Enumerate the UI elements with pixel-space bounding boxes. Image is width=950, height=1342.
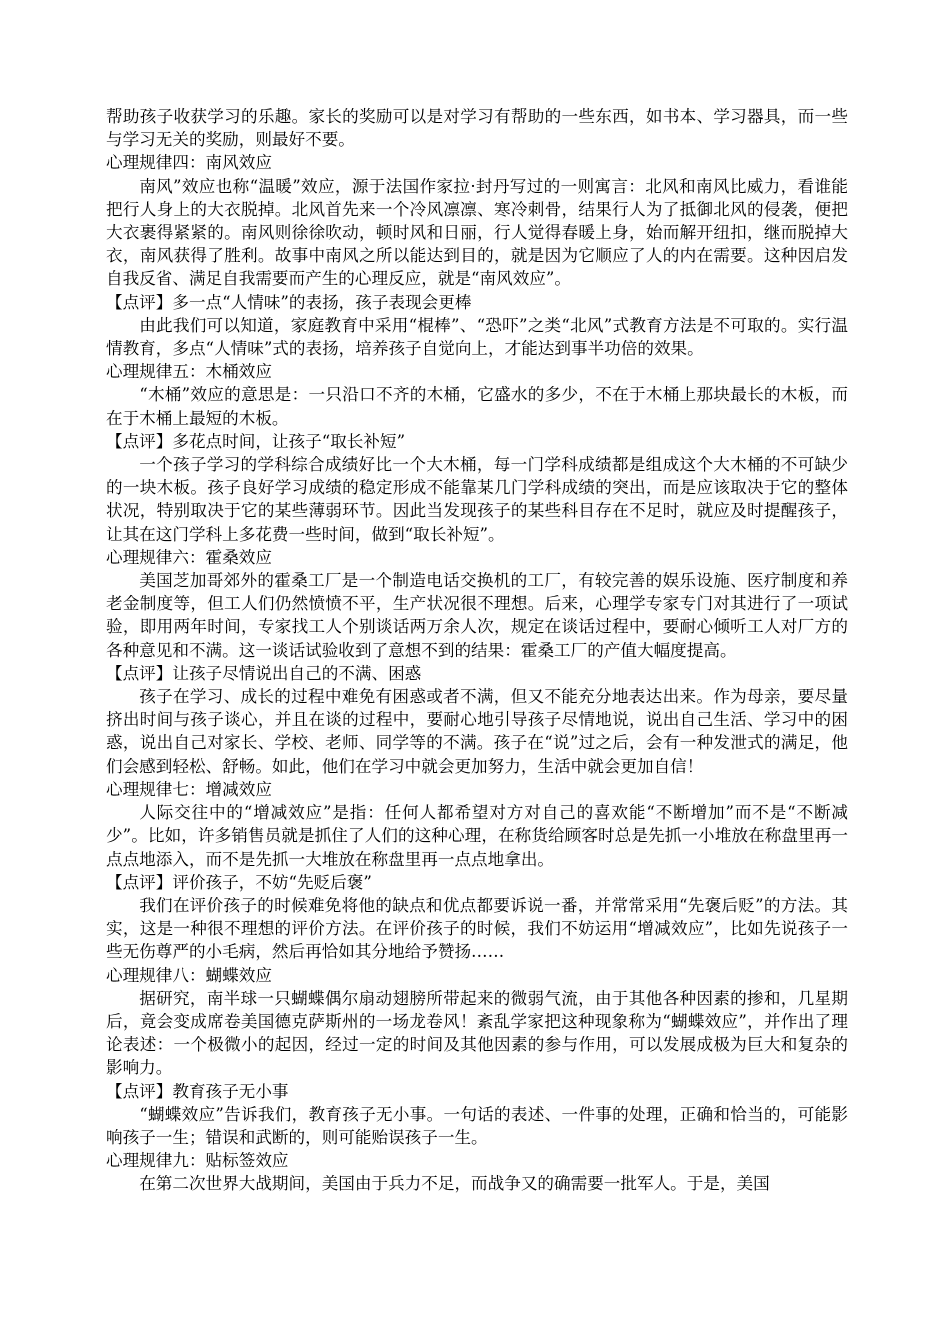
comment-heading: 【点评】评价孩子，不妨“先贬后褒” [106, 872, 372, 892]
section-heading: 心理规律五：木桶效应 [106, 362, 272, 382]
body-paragraph: 在第二次世界大战期间，美国由于兵力不足，而战争又的确需要一批军人。于是，美国 [139, 1174, 770, 1194]
body-paragraph: 由此我们可以知道，家庭教育中采用“棍棒”、“恐吓”之类“北风”式教育方法是不可取的。实行温情教育，多点“人情味”式的表扬，培养孩子自觉向上，才能达到事半功倍的效果。 [106, 315, 848, 359]
body-paragraph: 帮助孩子收获学习的乐趣。家长的奖励可以是对学习有帮助的一些东西，如书本、学习器具，而一些与学习无关的奖励，则最好不要。 [106, 107, 848, 150]
comment-heading: 【点评】让孩子尽情说出自己的不满、困惑 [106, 663, 422, 683]
body-paragraph: 美国芝加哥郊外的霍桑工厂是一个制造电话交换机的工厂，有较完善的娱乐设施、医疗制度和养老金制度等，但工人们仍然愤愤不平，生产状况很不理想。后来，心理学专家专门对其进行了一项试验，即用两年时间，专家找工人个别谈话两万余人次，规定在谈话过程中，要耐心倾听工人对厂方的各种意见和不满。这一谈话试验收到了意想不到的结果：霍桑工厂的产值大幅度提高。 [106, 571, 848, 660]
body-paragraph: “木桶”效应的意思是：一只沿口不齐的木桶，它盛水的多少，不在于木桶上那块最长的木板，而在于木桶上最短的木板。 [106, 385, 848, 428]
body-paragraph: 我们在评价孩子的时候难免将他的缺点和优点都要诉说一番，并常常采用“先褒后贬”的方法。其实，这是一种很不理想的评价方法。在评价孩子的时候，我们不妨运用“增减效应”，比如先说孩子一些无伤尊严的小毛病，然后再恰如其分地给予赞扬…… [106, 895, 848, 962]
section-heading: 心理规律六：霍桑效应 [106, 547, 272, 567]
section-heading: 心理规律八：蝴蝶效应 [106, 965, 272, 985]
document-page [106, 105, 848, 1196]
comment-heading: 【点评】多花点时间，让孩子“取长补短” [106, 431, 406, 451]
section-heading: 心理规律九：贴标签效应 [106, 1151, 289, 1171]
body-paragraph: 据研究，南半球一只蝴蝶偶尔扇动翅膀所带起来的微弱气流，由于其他各种因素的掺和，几星期后，竟会变成席卷美国德克萨斯州的一场龙卷风！紊乱学家把这种现象称为“蝴蝶效应”，并作出了理论表述：一个极微小的起因，经过一定的时间及其他因素的参与作用，可以发展成极为巨大和复杂的影响力。 [106, 988, 848, 1078]
body-paragraph: 一个孩子学习的学科综合成绩好比一个大木桶，每一门学科成绩都是组成这个大木桶的不可缺少的一块木板。孩子良好学习成绩的稳定形成不能靠某几门学科成绩的突出，而是应该取决于它的整体状况，特别取决于它的某些薄弱环节。因此当发现孩子的某些科目存在不足时，就应及时提醒孩子，让其在这门学科上多花费一些时间，做到“取长补短”。 [106, 455, 848, 544]
comment-heading: 【点评】教育孩子无小事 [106, 1081, 289, 1101]
comment-heading: 【点评】多一点“人情味”的表扬，孩子表现会更棒 [106, 292, 472, 312]
body-paragraph: 孩子在学习、成长的过程中难免有困惑或者不满，但又不能充分地表达出来。作为母亲，要尽量挤出时间与孩子谈心，并且在谈的过程中，要耐心地引导孩子尽情地说，说出自己生活、学习中的困惑，说出自己对家长、学校、老师、同学等的不满。孩子在“说”过之后，会有一种发泄式的满足，他们会感到轻松、舒畅。如此，他们在学习中就会更加努力，生活中就会更加自信！ [106, 687, 848, 776]
body-paragraph: 人际交往中的“增减效应”是指：任何人都希望对方对自己的喜欢能“不断增加”而不是“不断减少”。比如，许多销售员就是抓住了人们的这种心理，在称货给顾客时总是先抓一小堆放在称盘里再一点点地添入，而不是先抓一大堆放在称盘里再一点点地拿出。 [106, 803, 848, 869]
section-heading: 心理规律四：南风效应 [106, 153, 272, 173]
section-heading: 心理规律七：增减效应 [106, 779, 272, 799]
body-paragraph: “蝴蝶效应”告诉我们，教育孩子无小事。一句话的表述、一件事的处理，正确和恰当的，可能影响孩子一生；错误和武断的，则可能贻误孩子一生。 [106, 1104, 848, 1147]
body-paragraph: 南风”效应也称“温暖”效应，源于法国作家拉·封丹写过的一则寓言：北风和南风比威力，看谁能把行人身上的大衣脱掉。北风首先来一个冷风凛凛、寒冷刺骨，结果行人为了抵御北风的侵袭，便把大衣裹得紧紧的。南风则徐徐吹动，顿时风和日丽，行人觉得春暖上身，始而解开纽扣，继而脱掉大衣，南风获得了胜利。故事中南风之所以能达到目的，就是因为它顺应了人的内在需要。这种因启发自我反省、满足自我需要而产生的心理反应，就是“南风效应”。 [106, 176, 848, 289]
